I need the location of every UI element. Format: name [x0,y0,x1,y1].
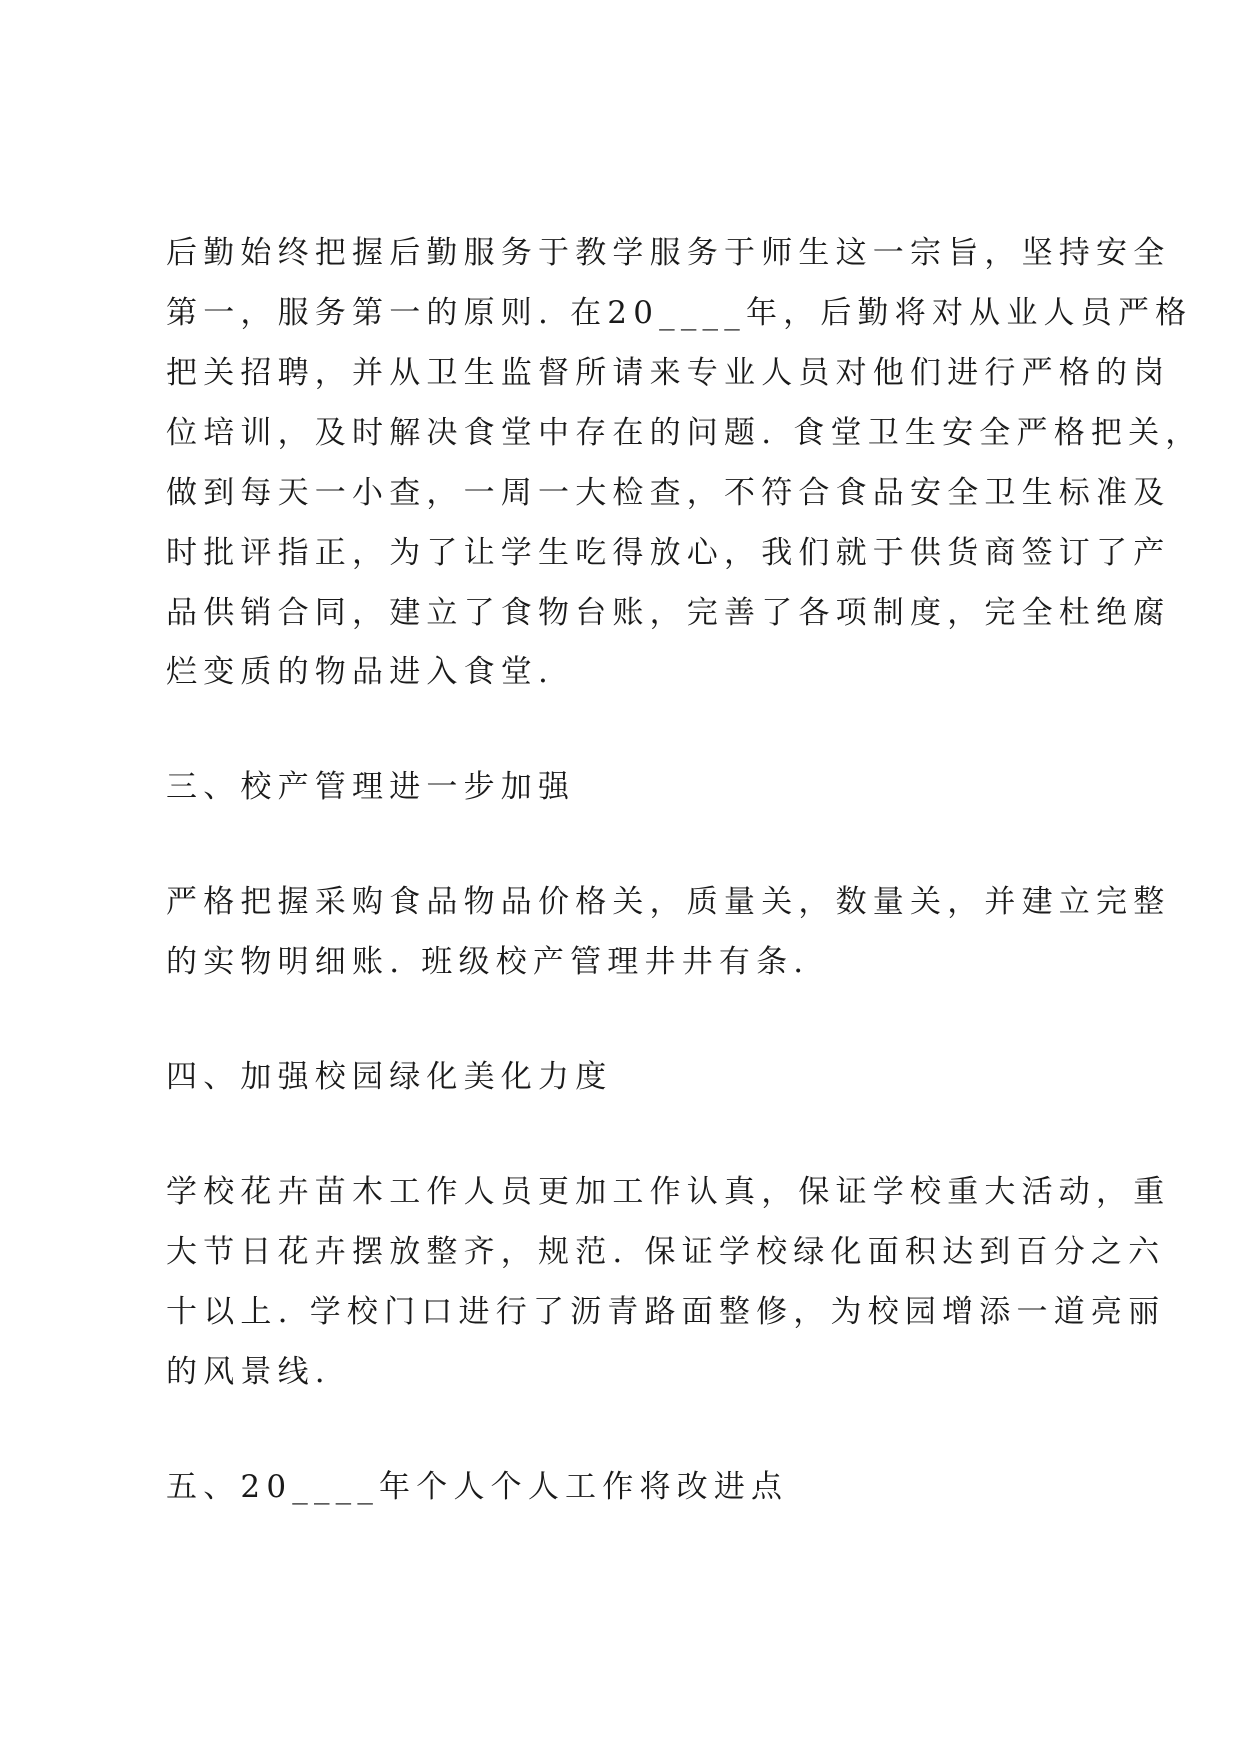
paragraph-1-line-4: 位培训，及时解决食堂中存在的问题. 食堂卫生安全严格把关， [166,415,1203,451]
section-heading-5: 五、20____年个人个人工作将改进点 [166,1469,789,1505]
paragraph-1-line-5: 做到每天一小查，一周一大检查，不符合食品安全卫生标准及 [166,475,1171,511]
paragraph-2-line-1: 严格把握采购食品物品价格关，质量关，数量关，并建立完整 [166,884,1171,920]
paragraph-3-line-2: 大节日花卉摆放整齐，规范. 保证学校绿化面积达到百分之六 [166,1234,1166,1270]
paragraph-1-line-6: 时批评指正，为了让学生吃得放心，我们就于供货商签订了产 [166,535,1171,571]
paragraph-1-line-1: 后勤始终把握后勤服务于教学服务于师生这一宗旨，坚持安全 [166,235,1171,271]
paragraph-1-line-2: 第一，服务第一的原则. 在20____年，后勤将对从业人员严格 [166,295,1193,331]
paragraph-1-line-3: 把关招聘，并从卫生监督所请来专业人员对他们进行严格的岗 [166,355,1171,391]
paragraph-3-line-3: 十以上. 学校门口进行了沥青路面整修，为校园增添一道亮丽 [166,1294,1166,1330]
paragraph-3-line-1: 学校花卉苗木工作人员更加工作认真，保证学校重大活动，重 [166,1174,1171,1210]
paragraph-3-line-4: 的风景线. [166,1354,331,1390]
paragraph-1-line-7: 品供销合同，建立了食物台账，完善了各项制度，完全杜绝腐 [166,595,1171,631]
paragraph-2-line-2: 的实物明细账. 班级校产管理井井有条. [166,944,810,980]
section-heading-3: 三、校产管理进一步加强 [166,769,576,805]
paragraph-1-line-8: 烂变质的物品进入食堂. [166,654,555,690]
section-heading-4: 四、加强校园绿化美化力度 [166,1059,613,1095]
